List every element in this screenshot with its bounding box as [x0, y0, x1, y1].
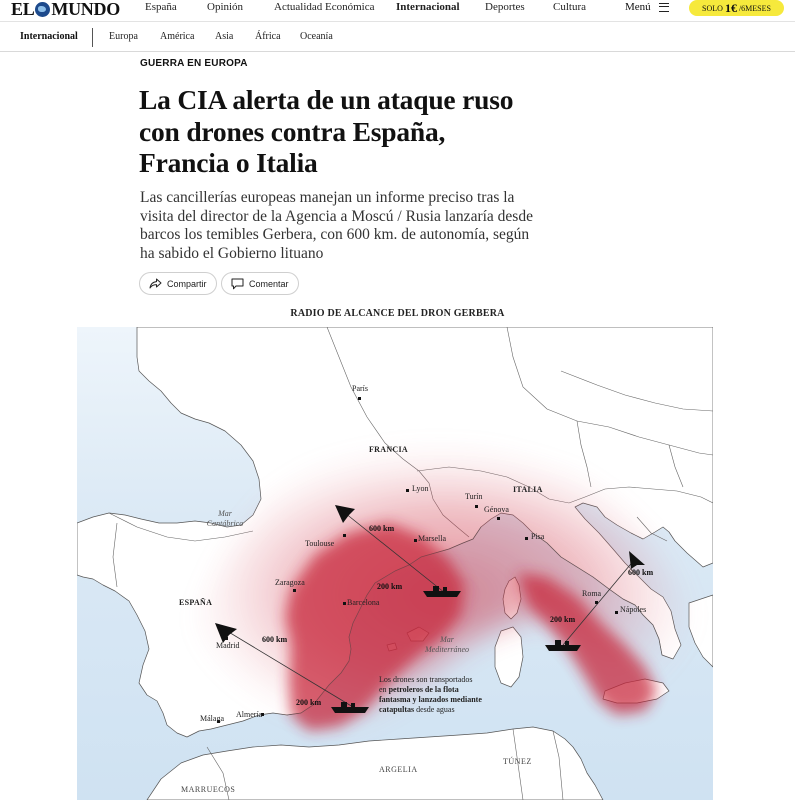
city-label-turin: Turín	[465, 492, 483, 501]
country-label-marruecos: MARRUECOS	[181, 785, 236, 794]
city-marker	[475, 505, 478, 508]
country-label-argelia: ARGELIA	[379, 765, 418, 774]
menu-button[interactable]	[625, 1, 669, 13]
city-label-marsella: Marsella	[418, 534, 446, 543]
sea-label-line: Mar	[218, 509, 232, 518]
subscription-promo-button[interactable]	[689, 0, 784, 16]
city-marker	[595, 601, 598, 604]
map-graphic	[77, 327, 713, 800]
drone-range-map	[77, 327, 713, 800]
note-line	[379, 695, 482, 705]
city-label-genova: Génova	[484, 505, 509, 514]
site-logo[interactable]	[11, 0, 120, 18]
sea-label-line: Cantábrico	[206, 519, 244, 528]
section-divider	[92, 28, 93, 47]
note-line	[379, 705, 482, 715]
city-label-napoles: Nápoles	[620, 605, 647, 614]
sea-label-mediterraneo	[419, 635, 475, 655]
headline-line: La CIA alerta de un ataque ruso	[139, 84, 514, 115]
globe-icon	[35, 2, 50, 17]
article-headline	[139, 84, 619, 179]
section-link-africa[interactable]: África	[255, 31, 281, 42]
city-marker	[525, 537, 528, 540]
nav-link-cultura[interactable]: Cultura	[553, 1, 586, 13]
city-label-lyon: Lyon	[412, 484, 429, 493]
share-icon	[149, 278, 162, 289]
city-label-roma: Roma	[582, 589, 602, 598]
sea-label-line: Mediterráneo	[425, 645, 469, 654]
standfirst-line: ha sabido el Gobierno lituano	[140, 244, 324, 262]
map-title: RADIO DE ALCANCE DEL DRON GERBERA	[290, 308, 505, 319]
note-text: en	[379, 685, 389, 694]
share-button[interactable]	[139, 272, 217, 295]
city-marker	[343, 602, 346, 605]
city-marker	[225, 637, 228, 640]
hamburger-icon	[659, 3, 669, 12]
note-bold: fantasma y lanzados mediante	[379, 695, 482, 704]
country-label-espana: ESPAÑA	[179, 598, 213, 607]
headline-line: Francia o Italia	[139, 147, 318, 178]
note-line	[379, 685, 482, 695]
city-marker	[414, 539, 417, 542]
range-label-italia-600: 600 km	[628, 568, 654, 577]
share-label: Compartir	[167, 278, 207, 289]
note-bold: catapultas	[379, 705, 415, 714]
section-link-asia[interactable]: Asia	[215, 31, 234, 42]
standfirst-line: Las cancillerías europeas manejan un informe preciso tras la	[140, 189, 515, 206]
range-label-francia-200: 200 km	[377, 582, 403, 591]
ship-icon	[545, 645, 581, 651]
note-bold: petroleros de la flota	[388, 685, 459, 694]
comment-button[interactable]	[221, 272, 299, 295]
logo-text-right: MUNDO	[51, 0, 120, 19]
comment-icon	[231, 278, 244, 290]
section-navigation-bar	[0, 23, 795, 52]
standfirst-line: barcos los temibles Gerbera, con 600 km. de autonomía, según	[140, 226, 530, 243]
city-marker	[293, 589, 296, 592]
menu-label: Menú	[625, 1, 651, 13]
section-link-europa[interactable]: Europa	[109, 31, 138, 42]
ship-icon	[331, 707, 369, 713]
city-marker	[358, 397, 361, 400]
note-text: desde aguas	[414, 705, 455, 714]
city-label-paris: París	[352, 384, 368, 393]
nav-link-deportes[interactable]: Deportes	[485, 1, 525, 13]
range-label-francia-600: 600 km	[369, 524, 395, 533]
city-marker	[497, 517, 500, 520]
sea-label-cantabrico	[203, 509, 247, 529]
map-note	[379, 675, 482, 715]
city-label-zaragoza: Zaragoza	[275, 578, 305, 587]
city-label-malaga: Málaga	[200, 714, 224, 723]
article-standfirst	[140, 189, 610, 263]
range-label-espana-200: 200 km	[296, 698, 322, 707]
range-label-italia-200: 200 km	[550, 615, 576, 624]
top-navigation-bar	[0, 0, 795, 22]
promo-price: 1€	[724, 0, 737, 15]
comment-label: Comentar	[249, 278, 289, 289]
standfirst-line: visita del director de la Agencia a Moscú / Rusia lanzaría desde	[140, 207, 533, 225]
section-link-oceania[interactable]: Oceanía	[300, 31, 333, 42]
nav-link-internacional[interactable]: Internacional	[396, 1, 460, 13]
country-label-italia: ITALIA	[513, 485, 543, 494]
city-label-barcelona: Barcelona	[347, 598, 380, 607]
section-current[interactable]: Internacional	[20, 31, 78, 42]
nav-link-espana[interactable]: España	[145, 1, 177, 13]
nav-link-opinion[interactable]: Opinión	[207, 1, 244, 13]
city-label-toulouse: Toulouse	[305, 539, 335, 548]
sea-label-line: Mar	[440, 635, 454, 644]
city-marker	[406, 489, 409, 492]
country-label-tunez: TÚNEZ	[503, 757, 532, 766]
country-label-francia: FRANCIA	[369, 445, 408, 454]
logo-text-left: EL	[11, 0, 35, 19]
article-kicker[interactable]: GUERRA EN EUROPA	[140, 58, 248, 69]
city-label-madrid: Madrid	[216, 641, 240, 650]
city-marker	[615, 611, 618, 614]
city-label-almeria: Almería	[236, 710, 263, 719]
nav-link-actualidad-economica[interactable]: Actualidad Económica	[274, 1, 375, 13]
promo-suffix: /6MESES	[738, 3, 771, 13]
ship-icon	[423, 591, 461, 597]
city-marker	[343, 534, 346, 537]
headline-line: con drones contra España,	[139, 115, 446, 147]
promo-prefix: SOLO	[702, 3, 723, 13]
city-label-pisa: Pisa	[531, 532, 545, 541]
section-link-america[interactable]: América	[160, 31, 195, 42]
range-label-espana-600: 600 km	[262, 635, 288, 644]
note-line: Los drones son transportados	[379, 675, 473, 684]
